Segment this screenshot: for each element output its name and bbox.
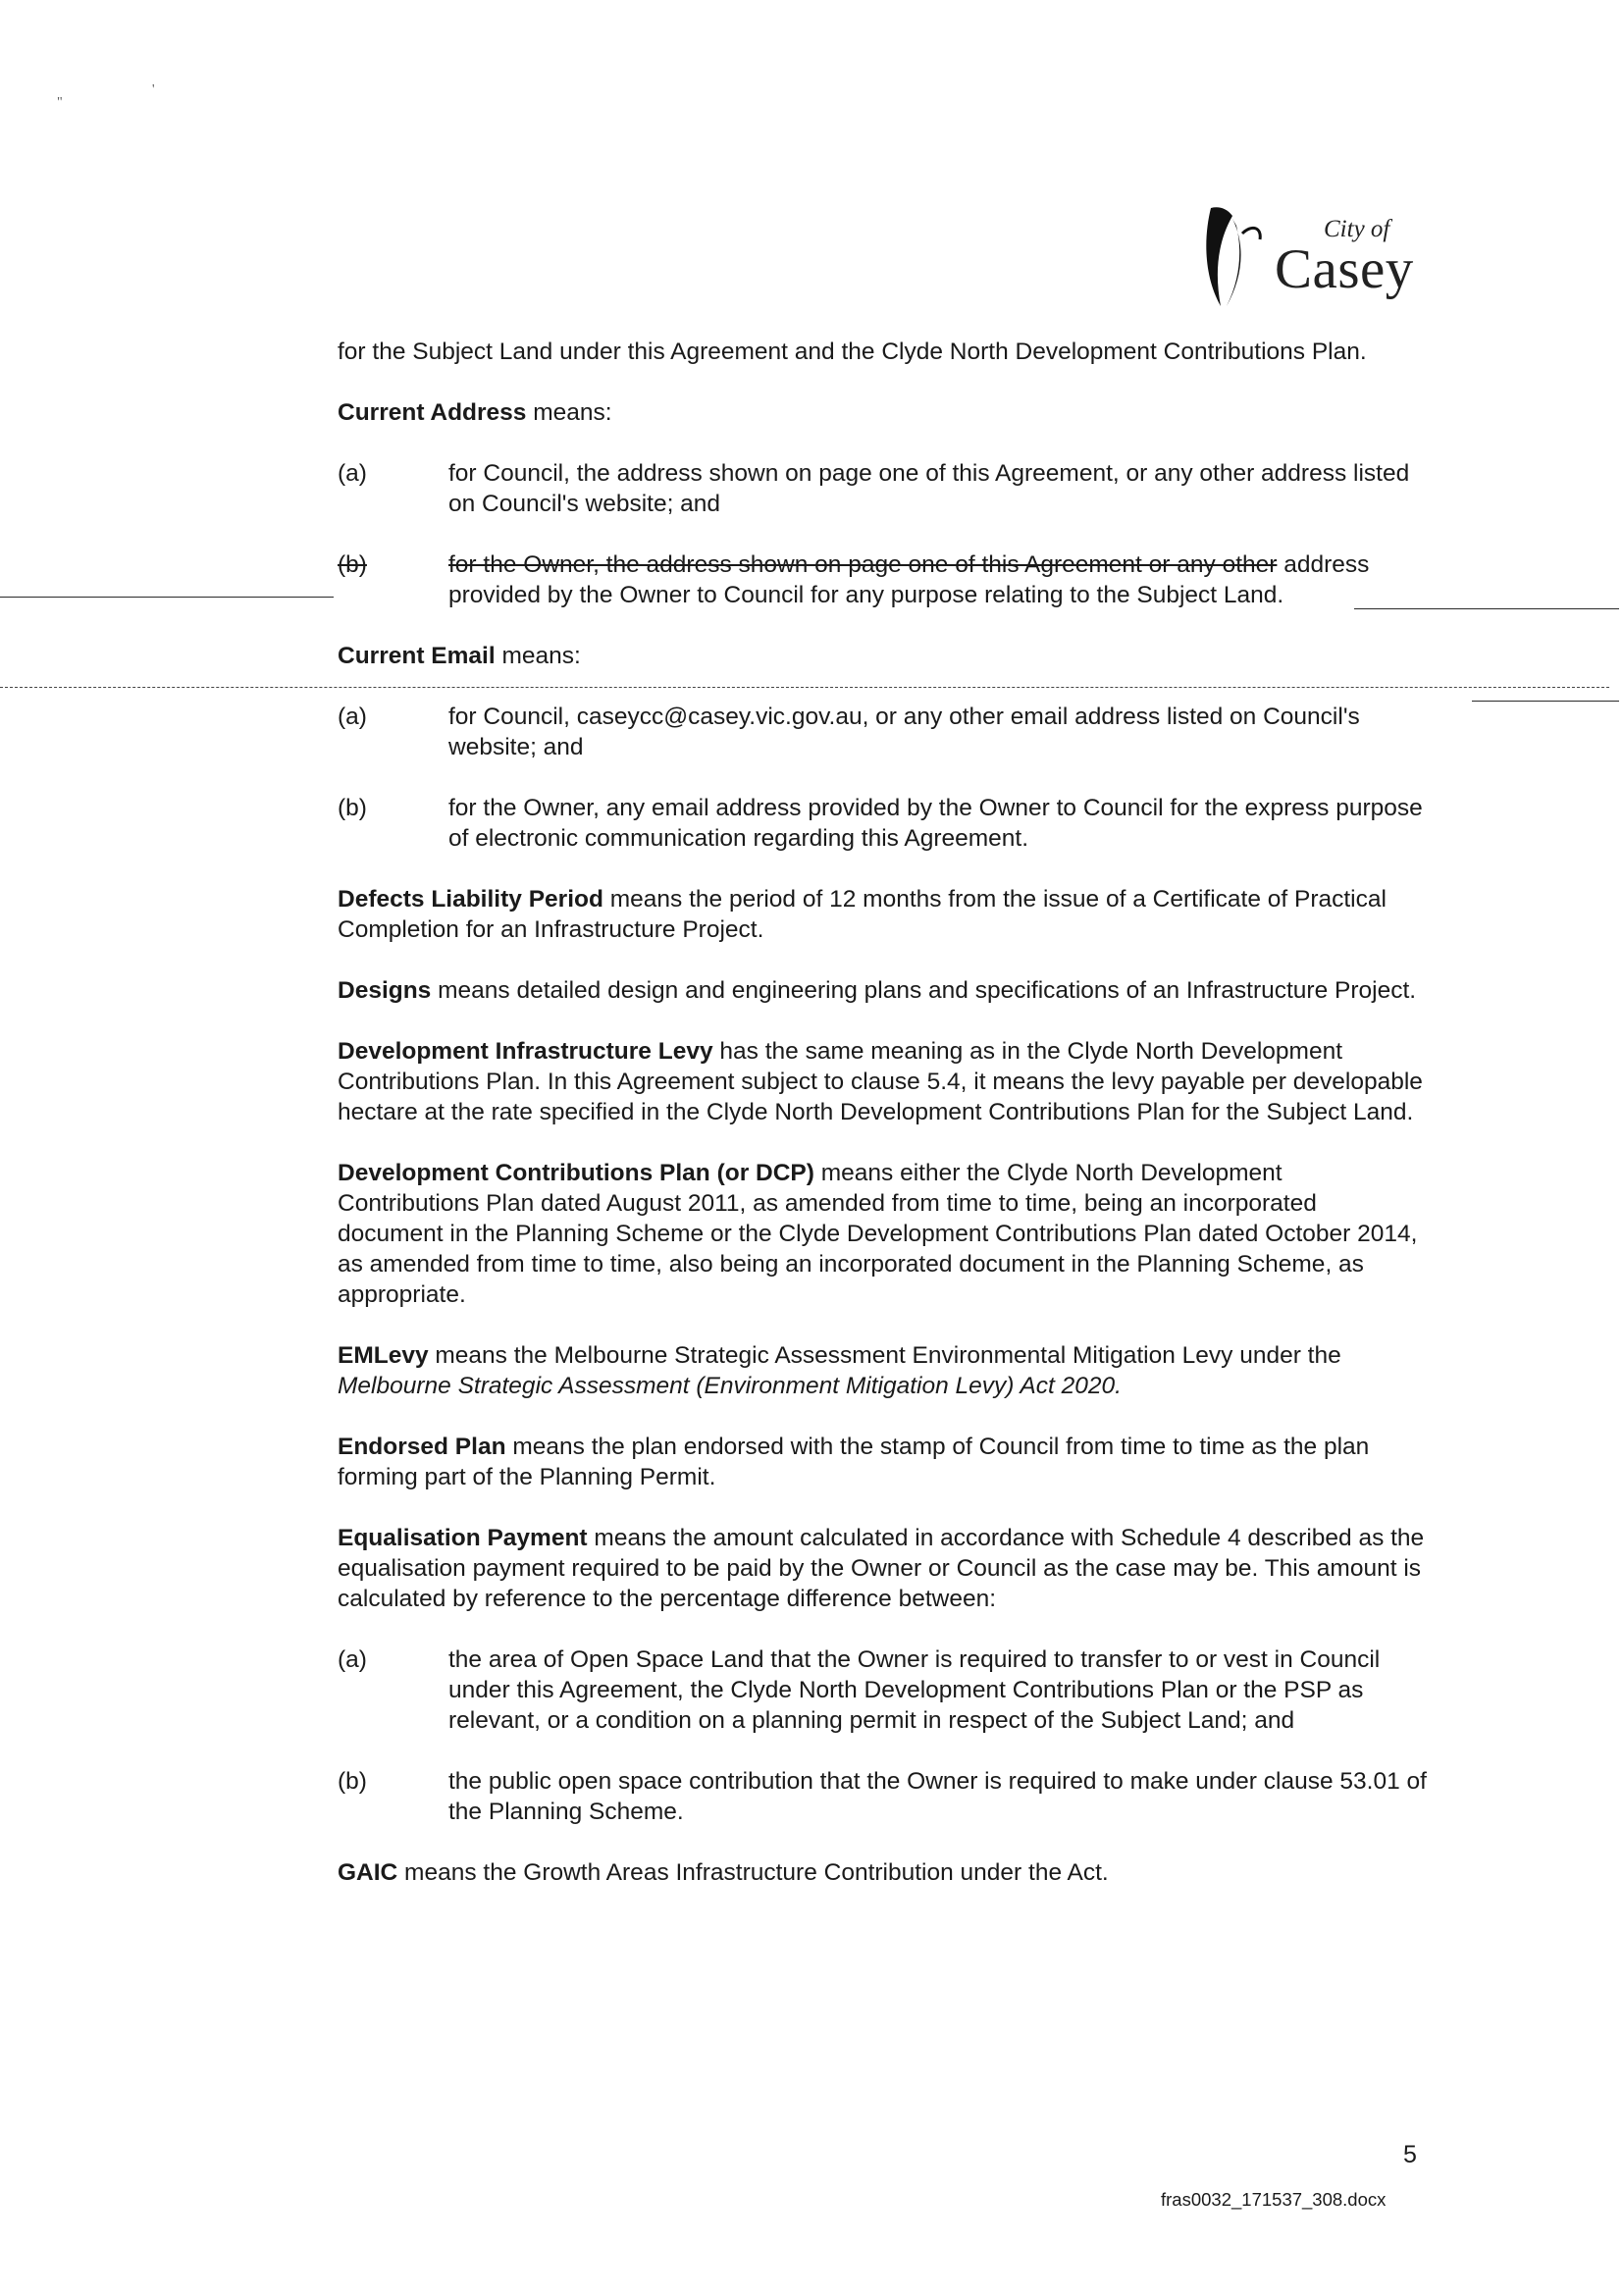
list-item	[338, 1766, 1427, 1827]
list-item-label: (a)	[338, 460, 367, 487]
list-item-text: the public open space contribution that the Owner is required to make under clause 53.01 of the Planning Scheme.	[448, 1768, 1427, 1825]
definition-development-infrastructure-levy: Development Infrastructure Levy has the same meaning as in the Clyde North Development Contributions Plan. In this Agreement subject to clause 5.4, it means the levy payable per developable hectare at the rate specified in the Clyde North Development Contributions Plan for the Subject Land.	[338, 1038, 1423, 1125]
city-of-casey-logo	[1199, 196, 1435, 314]
list-item-text: for Council, caseycc@casey.vic.gov.au, or any other email address listed on Council's website; and	[448, 704, 1360, 760]
definition-development-contributions-plan: Development Contributions Plan (or DCP) means either the Clyde North Development Contributions Plan dated August 2011, as amended from time to time, being an incorporated document in the Planning Scheme or the Clyde Development Contributions Plan dated October 2014, as amended from time to time, also being an incorporated document in the Planning Scheme, as appropriate.	[338, 1160, 1418, 1308]
list-item-text: for Council, the address shown on page one of this Agreement, or any other address listed on Council's website; and	[448, 460, 1410, 517]
scan-artifact-line	[0, 597, 334, 598]
list-item-label: (b)	[338, 551, 367, 578]
document-body	[338, 337, 1427, 1918]
list-item-label: (b)	[338, 795, 367, 821]
scan-artifact-mark: '	[152, 82, 155, 97]
definition-equalisation-payment: Equalisation Payment means the amount calculated in accordance with Schedule 4 described as the equalisation payment required to be paid by the Owner or Council as the case may be. This amount is calculated by reference to the percentage difference between:	[338, 1525, 1425, 1612]
scan-artifact-line	[0, 687, 1609, 688]
definition-current-email: Current Email means:	[338, 643, 581, 669]
list-item-text: for the Owner, any email address provided by the Owner to Council for the express purpose of electronic communication regarding this Agreement.	[448, 795, 1423, 852]
definition-designs: Designs means detailed design and engineering plans and specifications of an Infrastructure Project.	[338, 977, 1417, 1004]
struck-through-text: for the Owner, the address shown on page one of this Agreement or any other	[448, 551, 1278, 578]
list-item-text: for the Owner, the address shown on page one of this Agreement or any other address provided by the Owner to Council for any purpose relating to the Subject Land.	[448, 551, 1370, 608]
list-item	[338, 1644, 1427, 1736]
list-item	[338, 793, 1427, 854]
logo-casey-text: Casey	[1275, 238, 1414, 300]
list-item-label: (a)	[338, 704, 367, 730]
definition-endorsed-plan: Endorsed Plan means the plan endorsed with the stamp of Council from time to time as the plan forming part of the Planning Permit.	[338, 1434, 1370, 1490]
list-item-text: the area of Open Space Land that the Owner is required to transfer to or vest in Council under this Agreement, the Clyde North Development Contributions Plan or the PSP as relevant, or a condition on a planning permit in respect of the Subject Land; and	[448, 1646, 1381, 1734]
list-item-label: (a)	[338, 1646, 367, 1673]
list-item	[338, 702, 1427, 762]
document-reference: fras0032_171537_308.docx	[1161, 2189, 1387, 2210]
page-number: 5	[1403, 2141, 1417, 2168]
list-item	[338, 549, 1427, 610]
list-item	[338, 458, 1427, 519]
casey-leaf-icon	[1199, 196, 1278, 314]
definition-gaic: GAIC means the Growth Areas Infrastructure Contribution under the Act.	[338, 1859, 1109, 1886]
paragraph: for the Subject Land under this Agreement and the Clyde North Development Contributions Plan.	[338, 339, 1367, 365]
logo-city-of-text: City of	[1324, 216, 1390, 242]
scan-artifact-mark: "	[57, 95, 63, 110]
definition-emlevy: EMLevy means the Melbourne Strategic Assessment Environmental Mitigation Levy under the Melbourne Strategic Assessment (Environment Mitigation Levy) Act 2020.	[338, 1342, 1341, 1399]
scan-artifact-line	[1472, 701, 1619, 702]
scan-artifact-line	[1354, 608, 1619, 609]
list-item-label: (b)	[338, 1768, 367, 1795]
definition-defects-liability-period: Defects Liability Period means the period of 12 months from the issue of a Certificate of Practical Completion for an Infrastructure Project.	[338, 886, 1387, 943]
definition-current-address: Current Address means:	[338, 399, 612, 426]
